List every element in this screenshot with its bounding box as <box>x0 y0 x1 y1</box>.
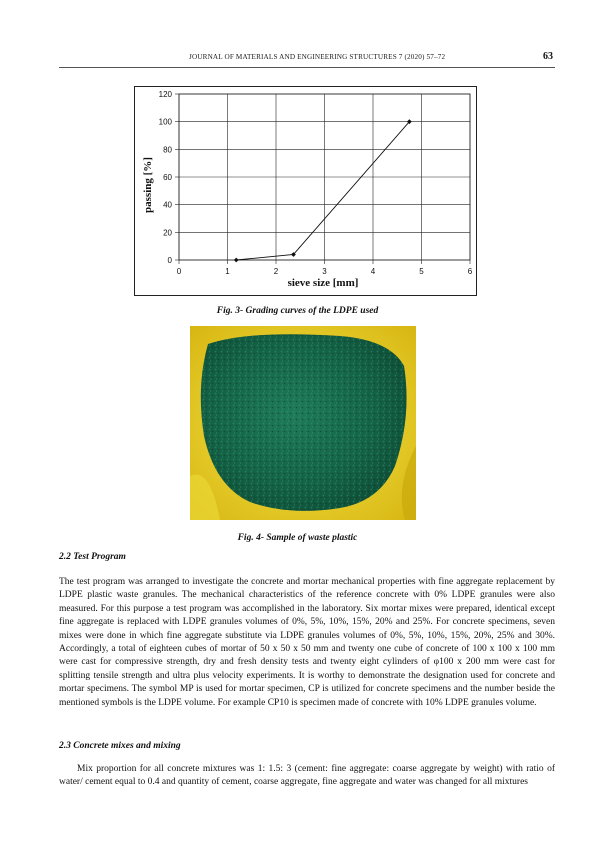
chart-svg <box>135 87 476 295</box>
x-tick-label: 1 <box>225 267 230 276</box>
y-tick-label: 0 <box>167 256 172 265</box>
page-number: 63 <box>543 51 553 62</box>
section-2-3-title: 2.3 Concrete mixes and mixing <box>59 741 181 751</box>
x-tick-labels <box>177 267 473 276</box>
x-tick-label: 0 <box>176 267 182 276</box>
section-2-3-paragraph: Mix proportion for all concrete mixtures was 1: 1.5: 3 (cement: fine aggregate: coarse aggregate by weight) with ratio of water/ cement equal to 0.4 and quantity of cement, coarse aggregate, fine aggregate and water was changed for all mixtures <box>59 764 555 788</box>
chart-grid <box>175 94 470 264</box>
y-tick-label: 100 <box>158 117 172 127</box>
x-axis-label: sieve size [mm] <box>287 277 359 289</box>
x-tick-label: 4 <box>370 267 376 276</box>
x-tick-label: 3 <box>322 267 327 276</box>
y-tick-label: 20 <box>163 228 172 238</box>
y-tick-label: 40 <box>163 200 172 210</box>
x-tick-label: 6 <box>467 267 473 276</box>
y-tick-label: 80 <box>163 145 172 155</box>
section-2-2-paragraph: The test program was arranged to investigate the concrete and mortar mechanical properties with fine aggregate replacement by LDPE plastic waste granules. The mechanical characteristics of the reference concrete with 0% LDPE granules were also measured. For this purpose a test program was accomplished in the laboratory. Six mortar mixes were prepared, identical except fine aggregate is replaced with LDPE granules volumes of 0%, 5%, 10%, 15%, 20% and 25%. For concrete specimens, seven mixes were done in which fine aggregate substitute via LDPE granules volumes of 0%, 5%, 10%, 15%, 20%, 25% and 30%. Accordingly, a total of eighteen cubes of mortar of 50 x 50 x 50 mm and twenty one cube of concrete of 100 x 100 x 100 mm were cast for compressive strength, dry and fresh density tests and twenty eight cylinders of φ100 x 200 mm were cast for splitting tensile strength and ultra plus velocity experiments. It is worthy to demonstrate the designation used for concrete and mortar specimens. The symbol MP is used for mortar specimen, CP is utilized for concrete specimens and the number beside the mentioned symbols is the LDPE volume. For example CP10 is specimen made of concrete with 10% LDPE granules volume. <box>59 577 555 708</box>
running-header <box>59 51 555 68</box>
data-point <box>234 258 239 263</box>
journal-title: JOURNAL OF MATERIALS AND ENGINEERING STRUCTURES 7 (2020) 57–72 <box>189 53 446 61</box>
y-axis-label: passing [%] <box>142 157 154 213</box>
figure-3-caption: Fig. 3- Grading curves of the LDPE used <box>216 306 379 316</box>
section-2-2-title: 2.2 Test Program <box>59 552 126 562</box>
y-tick-label: 60 <box>163 173 172 182</box>
waste-plastic-photo <box>190 326 416 520</box>
series-group <box>234 119 412 262</box>
series-line <box>236 122 409 260</box>
y-tick-labels <box>159 90 173 265</box>
y-tick-label: 120 <box>158 90 172 99</box>
x-tick-label: 5 <box>419 267 424 276</box>
figure-4-caption: Fig. 4- Sample of waste plastic <box>237 533 358 543</box>
grading-curve-chart <box>134 86 477 296</box>
x-tick-label: 2 <box>273 267 279 276</box>
